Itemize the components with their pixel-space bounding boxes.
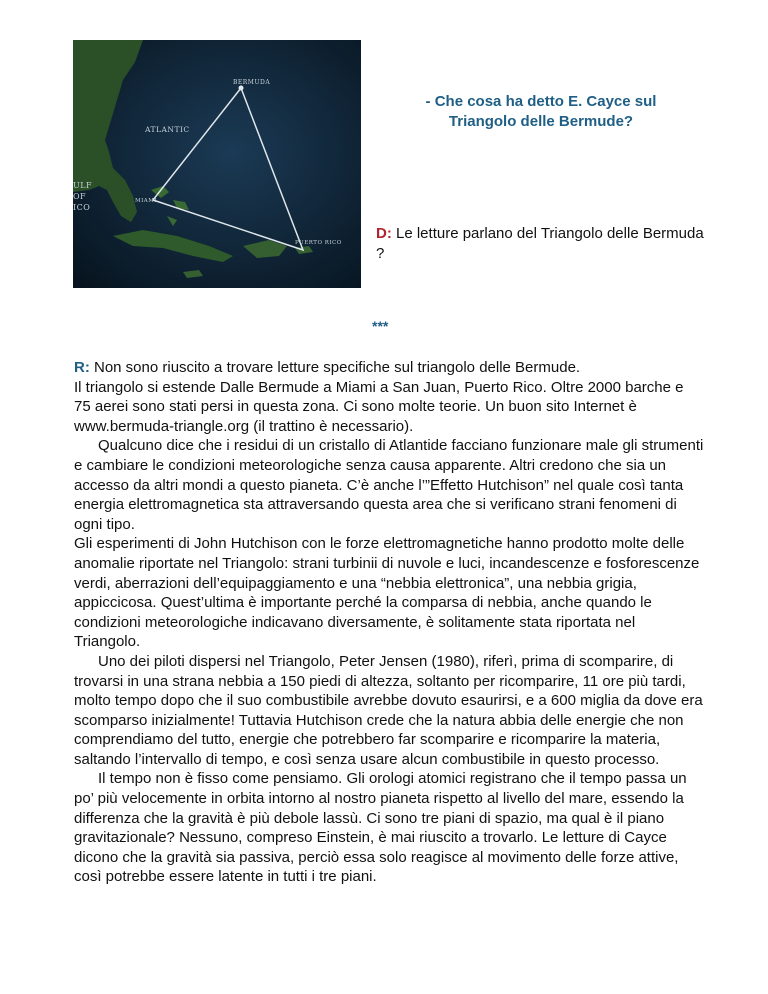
answer-first-line (74, 358, 704, 378)
question-text: Le letture parlano del Triangolo delle Bermuda ? (376, 225, 704, 262)
answer-body (74, 358, 704, 887)
answer-paragraph: Qualcuno dice che i residui di un cristallo di Atlantide facciano funzionare male gli strumenti e cambiare le condizioni meteorologiche senza causa apparente. Altri credono che sia un accesso da altri mondi a questo pianeta. C’è anche l’”Effetto Hutchison” nel quale così tanta energia elettromagnetica sta attraversando questa area che si verificano strani fenomeni di ogni tipo. (74, 437, 704, 533)
answer-paragraph: Il triangolo si estende Dalle Bermude a Miami a San Juan, Puerto Rico. Oltre 2000 barche e 75 aerei sono stati persi in questa zona. Ci sono molte teorie. Un buon sito Internet è www.bermuda-triangle.org (il trattino è necessario). (74, 378, 684, 435)
title-line-2: Triangolo delle Bermude? (448, 113, 634, 130)
map-label-gulf-3: ICO (73, 203, 91, 212)
answer-paragraph: Gli esperimenti di John Hutchison con le forze elettromagnetiche hanno prodotto molte delle anomalie riportate nel Triangolo: strani turbinii di nuvole e luci, incandescenze e fosforescenze verdi, aberrazioni dell’equipaggiamento e una “nebbia elettronica”, una nebbia grigia, appiccicosa. Quest’ultima è importante perché la comparsa di nebbia, anche quando le condizioni meteorologiche indicavano diversamente, è solitamente stata riportata nel Triangolo. (74, 535, 700, 651)
map-label-bermuda: BERMUDA (233, 79, 271, 86)
map-graphic (73, 40, 361, 288)
title-line-1: - Che cosa ha detto E. Cayce sul (425, 93, 657, 110)
answer-paragraph: Uno dei piloti dispersi nel Triangolo, Peter Jensen (1980), riferì, prima di scomparire, di trovarsi in una strana nebbia a 150 piedi di altezza, soltanto per ricomparire, 11 ore più tardi, molto tempo dopo che il suo combustibile avrebbe dovuto esaurirsi, e a 600 miglia da dove era scomparso inizialmente! Tuttavia Hutchison crede che la natura abbia delle energie che non comprendiamo del tutto, energie che potrebbero far scomparire e ricomparire la materia, saltando l’intervallo di tempo, e così senza usare alcun combustibile in questo processo. (74, 652, 703, 768)
answer-paragraph: Il tempo non è fisso come pensiamo. Gli orologi atomici registrano che il tempo passa un po’ più velocemente in orbita intorno al nostro pianeta rispetto al livello del mare, essendo la differenza che la gravità è più debole lassù. Ci sono tre piani di spazio, ma qual è il piano gravitazionale? Nessuno, compreso Einstein, è mai riuscito a trovarlo. Le letture di Cayce dicono che la gravità sia passiva, perciò essa solo reagisce al movimento delle forze attive, così potrebbe essere latente in tutti i tre piani. (74, 770, 687, 886)
answer-label: R: (74, 359, 90, 376)
bermuda-triangle-map (73, 40, 361, 288)
question-block (376, 224, 706, 264)
separator: *** (372, 318, 389, 334)
map-label-gulf-2: OF (73, 192, 87, 201)
question-label: D: (376, 225, 392, 242)
map-label-gulf-1: ULF (73, 181, 93, 190)
map-label-atlantic: ATLANTIC (145, 125, 190, 134)
map-label-puerto-rico: PUERTO RICO (295, 240, 342, 246)
map-label-miami: MIAMI (135, 198, 158, 204)
question-title (386, 92, 696, 132)
answer-first-line-text: Non sono riuscito a trovare letture specifiche sul triangolo delle Bermude. (89, 359, 581, 376)
